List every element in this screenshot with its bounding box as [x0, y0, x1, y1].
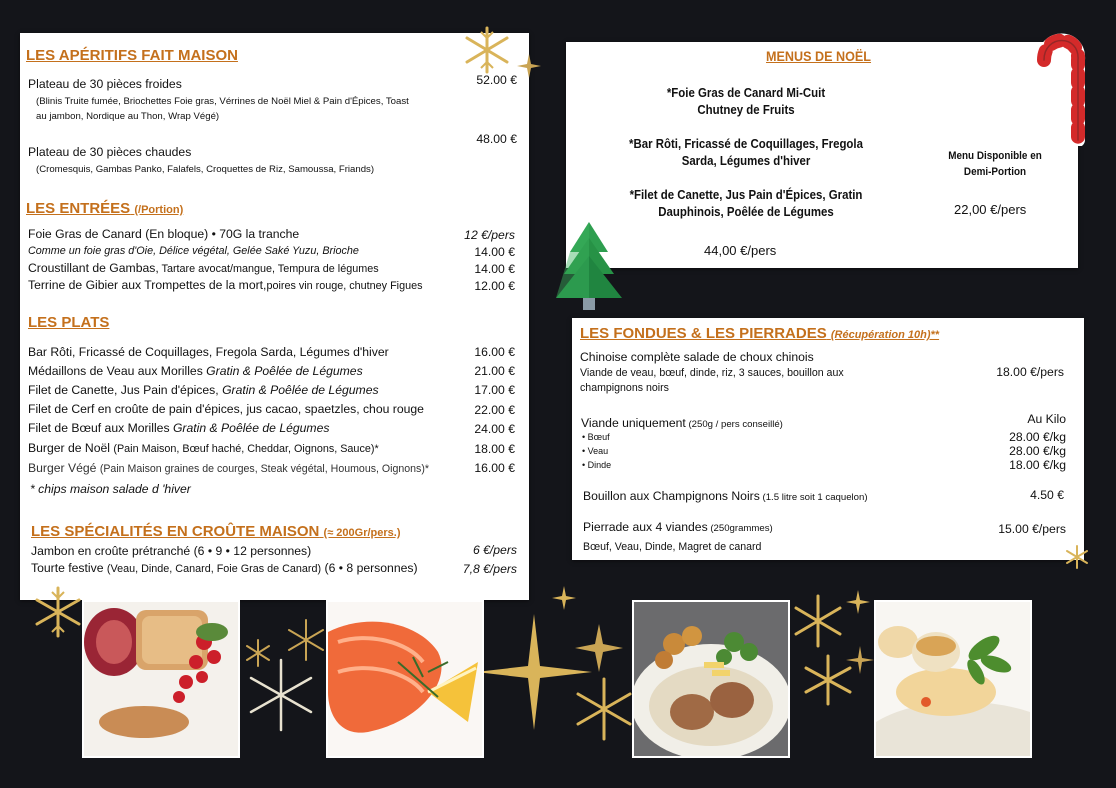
noel-course — [588, 186, 905, 220]
plat-price: 24.00 € — [474, 422, 515, 436]
plat-detail: (Pain Maison graines de courges, Steak végétal, Houmous, Oignons)* — [99, 463, 429, 475]
plat-item — [28, 421, 329, 435]
noel-course-line: Dauphinois, Poêlée de Légumes — [658, 204, 834, 219]
foie-gras-photo — [82, 600, 240, 758]
plats-footnote: * chips maison salade d 'hiver — [30, 482, 191, 496]
candy-cane-icon — [1030, 30, 1090, 146]
plat-item — [28, 441, 379, 455]
pierrade-note: (250grammes) — [707, 523, 773, 534]
snowflake-cluster-decoration — [788, 586, 878, 716]
plat-price: 16.00 € — [474, 461, 515, 475]
fondues-title-text: LES FONDUES & LES PIERRADES — [580, 325, 827, 342]
specialites-subtitle: (≈ 200Gr/pers.) — [323, 527, 401, 539]
aperitif-item-desc: (Blinis Truite fumée, Briochettes Foie gras, Vérrines de Noël Miel & Pain d'Épices, Toast — [36, 96, 409, 107]
star-icon — [517, 54, 541, 78]
entree-item: Foie Gras de Canard (En bloque) • 70G la tranche — [28, 227, 300, 241]
plat-detail: Gratin & Poêlée de Légumes — [206, 364, 363, 378]
plats-title: LES PLATS — [28, 314, 110, 331]
plat-price: 21.00 € — [474, 364, 515, 378]
foie-gras-image — [84, 602, 238, 756]
plat-name: Burger de Noël — [28, 441, 114, 455]
plat-detail: Gratin & Poêlée de Légumes — [172, 421, 330, 435]
snowflake-icon — [1064, 544, 1090, 570]
snowflake-icon — [30, 584, 86, 640]
pierrade-name — [583, 520, 773, 534]
christmas-tree-icon — [552, 220, 626, 312]
entree-price: 12 €/pers — [464, 228, 515, 242]
noel-menu-panel — [566, 42, 1078, 268]
noel-course-line: *Filet de Canette, Jus Pain d'Épices, Gratin — [629, 187, 863, 202]
plat-item — [28, 364, 363, 378]
aperitif-item-name: Plateau de 30 pièces chaudes — [28, 145, 192, 159]
viande-item-price: 28.00 €/kg — [1009, 430, 1066, 444]
noel-half-portion — [928, 148, 1063, 180]
entree-name: Croustillant de Gambas, — [28, 261, 159, 275]
noel-course-line: *Foie Gras de Canard Mi-Cuit — [666, 85, 826, 100]
specialite-item: Jambon en croûte prétranché (6 • 9 • 12 personnes) — [31, 544, 312, 558]
aperitif-item-name: Plateau de 30 pièces froides — [28, 77, 182, 91]
entrees-title — [26, 200, 183, 217]
specialites-title — [31, 523, 401, 540]
bouillon-label: Bouillon aux Champignons Noirs — [583, 489, 760, 503]
noel-course-line: Sarda, Légumes d'hiver — [681, 153, 811, 168]
noel-half-line: Demi-Portion — [963, 166, 1027, 178]
star-cluster-decoration — [474, 584, 644, 754]
viande-item-price: 28.00 €/kg — [1009, 444, 1066, 458]
entree-price: 12.00 € — [474, 279, 515, 293]
plat-price: 17.00 € — [474, 383, 515, 397]
bouillon-note: (1.5 litre soit 1 caquelon) — [759, 492, 868, 503]
specialite-name-suffix: (6 • 8 personnes) — [321, 561, 418, 575]
plat-detail: (Pain Maison, Bœuf haché, Cheddar, Oignons, Sauce)* — [113, 443, 379, 455]
specialite-item — [31, 561, 418, 575]
plat-name: Médaillons de Veau aux Morilles — [28, 364, 207, 378]
entree-item — [28, 261, 379, 275]
viande-item: • Dinde — [582, 460, 612, 470]
snowflake-cluster-decoration — [236, 600, 336, 750]
noel-course-line: *Bar Rôti, Fricassé de Coquillages, Fregola — [629, 136, 863, 151]
medallions-photo — [632, 600, 790, 758]
bouillon-name — [583, 489, 868, 503]
viande-name — [581, 416, 783, 430]
entree-item — [28, 278, 422, 292]
viande-item: • Bœuf — [582, 432, 610, 442]
salmon-image — [328, 602, 482, 756]
noel-price: 44,00 €/pers — [704, 243, 777, 258]
chinoise-desc: champignons noirs — [580, 382, 669, 394]
viande-price-label: Au Kilo — [1027, 412, 1066, 426]
fondues-subtitle: (Récupération 10h)** — [830, 329, 940, 341]
chinoise-price: 18.00 €/pers — [996, 365, 1064, 379]
entrees-subtitle: (/Portion) — [134, 204, 184, 216]
plat-price: 18.00 € — [474, 442, 515, 456]
scallops-image — [876, 602, 1030, 756]
plat-name: Filet de Bœuf aux Morilles — [28, 421, 173, 435]
aperitif-item-desc: (Cromesquis, Gambas Panko, Falafels, Croquettes de Riz, Samoussa, Friands) — [36, 164, 375, 175]
fondues-panel — [572, 318, 1084, 560]
entrees-title-text: LES ENTRÉES — [26, 200, 131, 217]
snowflake-icon — [458, 24, 516, 76]
salmon-photo — [326, 600, 484, 758]
aperitif-item-price: 48.00 € — [476, 132, 517, 146]
plat-item — [28, 461, 429, 475]
plat-price: 16.00 € — [474, 345, 515, 359]
plat-name: Filet de Canette, Jus Pain d'épices, — [28, 383, 223, 397]
specialite-name: Tourte festive — [31, 561, 107, 575]
plat-item — [28, 383, 379, 397]
viande-label: Viande uniquement — [581, 416, 686, 430]
pierrade-price: 15.00 €/pers — [998, 522, 1066, 536]
fondues-title — [580, 325, 939, 342]
viande-item: • Veau — [582, 446, 609, 456]
entree-price: 14.00 € — [474, 245, 515, 259]
entree-price: 14.00 € — [474, 262, 515, 276]
viande-note: (250g / pers conseillé) — [685, 419, 783, 430]
entree-detail: poires vin rouge, chutney Figues — [266, 280, 423, 292]
specialite-detail: (Veau, Dinde, Canard, Foie Gras de Canard) — [106, 563, 322, 575]
chinoise-desc: Viande de veau, bœuf, dinde, riz, 3 sauces, bouillon aux — [580, 367, 844, 379]
noel-course — [588, 135, 905, 169]
plat-price: 22.00 € — [474, 403, 515, 417]
plat-name: Burger Végé — [28, 461, 100, 475]
noel-half-line: Menu Disponible en — [948, 150, 1042, 162]
pierrade-label: Pierrade aux 4 viandes — [583, 520, 708, 534]
specialites-title-text: LES SPÉCIALITÉS EN CROÛTE MAISON — [31, 523, 320, 540]
entree-detail: Tartare avocat/mangue, Tempura de légumes — [158, 263, 379, 275]
pierrade-desc: Bœuf, Veau, Dinde, Magret de canard — [583, 541, 762, 553]
plat-item: Bar Rôti, Fricassé de Coquillages, Fregola Sarda, Légumes d'hiver — [28, 345, 389, 359]
noel-title: MENUS DE NOËL — [766, 48, 872, 64]
specialite-price: 6 €/pers — [472, 543, 517, 557]
plat-detail: Gratin & Poêlée de Légumes — [222, 383, 379, 397]
entree-name: Terrine de Gibier aux Trompettes de la mort, — [28, 278, 267, 292]
bouillon-price: 4.50 € — [1030, 488, 1064, 502]
medallions-image — [634, 602, 788, 756]
viande-item-price: 18.00 €/kg — [1009, 458, 1066, 472]
plat-item: Filet de Cerf en croûte de pain d'épices, jus cacao, spaetzles, chou rouge — [28, 402, 424, 416]
main-menu-panel — [20, 33, 529, 600]
chinoise-name: Chinoise complète salade de choux chinois — [580, 350, 814, 364]
aperitif-item-price: 52.00 € — [476, 73, 517, 87]
noel-course — [605, 84, 887, 118]
aperitif-item-desc: au jambon, Nordique au Thon, Wrap Végé) — [36, 111, 220, 122]
specialite-price: 7,8 €/pers — [462, 562, 517, 576]
noel-half-price: 22,00 €/pers — [954, 202, 1027, 217]
aperitifs-title: LES APÉRITIFS FAIT MAISON — [26, 47, 238, 64]
noel-course-line: Chutney de Fruits — [697, 102, 795, 117]
scallops-photo — [874, 600, 1032, 758]
entree-item: Comme un foie gras d'Oie, Délice végétal, Gelée Saké Yuzu, Brioche — [28, 245, 359, 257]
